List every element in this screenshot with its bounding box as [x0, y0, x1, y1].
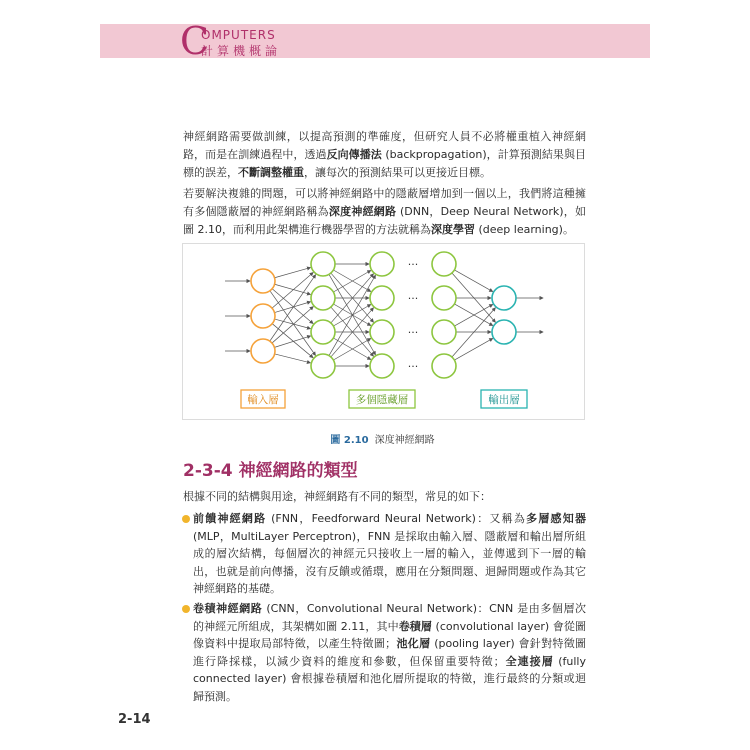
section-title-text: 神經網路的類型 [238, 461, 358, 481]
connection-arrow [274, 336, 310, 347]
section-title [183, 456, 358, 481]
fnn-text-2: (MLP，MultiLayer Perceptron)，FNN 是採取由輸入層、隱蔽層和輸出層所組成的層次結構，每個層次的神經元只接收上一層的輸入，並傳遞到下一層的輸出，也就是前向傳播，沒有反饋或循環，應用在分類問題、迴歸問題或作為其它神經網路的基礎。 [193, 529, 586, 596]
cnn-bold-2: 卷積層 [398, 619, 432, 633]
neuron-nodes [251, 252, 516, 378]
hidden-2-neuron-1 [370, 252, 394, 276]
connection-arrow [454, 304, 492, 326]
para1-text-3: ，讓每次的預測結果可以更接近目標。 [304, 166, 491, 179]
cnn-bold-4: 全連接層 [504, 654, 554, 668]
connection-arrow [270, 291, 316, 356]
para1-text-2: (backpropagation)，計算預測結果與目標的誤差， [183, 148, 587, 179]
paragraph-dnn [183, 185, 586, 239]
hidden-1-neuron-4 [311, 354, 335, 378]
connection-arrow [454, 338, 492, 360]
connection-arrow [274, 302, 310, 313]
hidden-3-neuron-4 [432, 354, 456, 378]
logo-text: OMPUTERS [201, 28, 276, 42]
cnn-text-1: (CNN，Convolutional Neural Network)：CNN 是由多個層次的神經元所組成，其架構如圖 2.11，其中 [193, 602, 587, 633]
connection-arrow [333, 270, 370, 292]
figure-deep-neural-network [182, 243, 585, 420]
connection-arrow [333, 270, 370, 292]
output-neuron-1 [492, 286, 516, 310]
connection-arrow [329, 275, 375, 355]
hidden-layers-label: 多個隱藏層 [355, 394, 409, 406]
network-diagram [183, 244, 584, 419]
connection-arrow [333, 304, 370, 326]
connection-arrow [333, 338, 370, 360]
fnn-bold-2: 多層感知器 [526, 512, 587, 525]
paragraph-backprop [183, 128, 586, 182]
connection-arrow [454, 304, 492, 326]
para2-text-3: (deep learning)。 [475, 223, 574, 236]
input-layer-label: 輸入層 [247, 394, 279, 406]
cnn-bold-1: 卷積神經網路 [193, 602, 263, 615]
para2-text-2: (DNN，Deep Neural Network)，如圖 2.10，而利用此架構進行機器學習的方法就稱為 [183, 205, 587, 236]
hidden-1-neuron-2 [311, 286, 335, 310]
cnn-text-2: (convolutional layer) 會從圖像資料中提取局部特徵，以產生特徵圖； [193, 619, 586, 651]
connection-arrow [275, 268, 311, 278]
logo-letter: C [180, 19, 210, 63]
para2-bold-2: 深度學習 [431, 223, 475, 236]
ellipsis-4: ··· [407, 360, 419, 373]
ellipsis-1: ··· [407, 258, 419, 271]
bullet-dot-cnn [182, 605, 190, 613]
ellipsis-3: ··· [407, 326, 419, 339]
hidden-2-neuron-3 [370, 320, 394, 344]
hidden-1-neuron-3 [311, 320, 335, 344]
para2-text-1: 若要解決複雜的問題，可以將神經網路中的隱蔽層增加到一個以上，我們將這種擁有多個隱蔽層的神經網路稱為 [183, 187, 586, 218]
cnn-text-3: (pooling layer) 會針對特徵圖進行降採樣，以減少資料的維度和參數，但保留重要特徵； [193, 637, 586, 668]
logo-subtitle: 計算機概論 [201, 44, 282, 58]
fnn-bold-1: 前饋神經網路 [193, 512, 267, 525]
hidden-3-neuron-3 [432, 320, 456, 344]
intro-paragraph: 根據不同的結構與用途，神經網路有不同的類型，常見的如下： [183, 490, 491, 503]
output-neuron-2 [492, 320, 516, 344]
connection-arrow [272, 307, 313, 343]
cnn-bold-3: 池化層 [396, 637, 431, 651]
connection-arrow [454, 270, 492, 292]
input-neuron-2 [251, 304, 275, 328]
connection-arrow [333, 338, 370, 360]
cnn-text-4: (fully connected layer) 會根據卷積層和池化層所提取的特徵，進行最終的分類或迴歸預測。 [193, 654, 586, 703]
bullet-dot-fnn [182, 515, 190, 523]
input-neuron-1 [251, 269, 275, 293]
connection-arrow [275, 354, 311, 363]
hidden-2-neuron-2 [370, 286, 394, 310]
para1-bold-2: 不斷調整權重 [238, 166, 304, 179]
output-layer-label: 輸出層 [488, 394, 520, 406]
bullet-fnn [193, 510, 586, 598]
page-number: 2-14 [118, 712, 151, 727]
bullet-cnn [193, 600, 586, 706]
figure-caption-number: 圖 2.10 [330, 435, 369, 446]
hidden-2-neuron-4 [370, 354, 394, 378]
para1-bold-1: 反向傳播法 [326, 148, 382, 161]
figure-caption-text: 深度神經網路 [374, 435, 435, 446]
connection-arrow [272, 289, 313, 324]
hidden-3-neuron-1 [432, 252, 456, 276]
ellipsis-2: ··· [407, 292, 419, 305]
para1-text-1: 神經網路需要做訓練，以提高預測的準確度，但研究人員不必將權重植入神經網路，而是在訓練過程中，透過 [183, 130, 586, 161]
input-neuron-3 [251, 339, 275, 363]
hidden-1-neuron-1 [311, 252, 335, 276]
section-number: 2-3-4 [183, 461, 233, 481]
fnn-text-1: (FNN，Feedforward Neural Network)：又稱為 [266, 512, 527, 525]
hidden-3-neuron-2 [432, 286, 456, 310]
para2-bold-1: 深度神經網路 [328, 205, 397, 218]
figure-caption [180, 431, 585, 446]
connection-arrow [275, 319, 311, 329]
